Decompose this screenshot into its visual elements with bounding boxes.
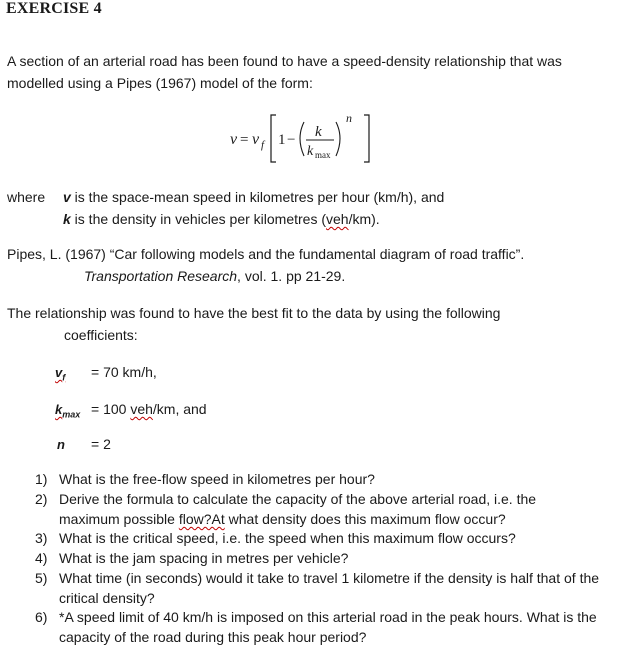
question-number: 6) [35, 609, 48, 625]
formula-denominator-sub: max [315, 150, 331, 160]
symbol-k: k [63, 211, 71, 227]
formula-equals: = [240, 132, 249, 148]
where-k-line [63, 208, 380, 230]
formula-vf-sub: f [261, 139, 265, 151]
formula-lhs: v [230, 131, 238, 148]
formula-one: 1 [278, 132, 286, 148]
formula-minus: − [287, 132, 296, 148]
where-k-text-1: is the density in vehicles per kilometres ( [70, 211, 327, 227]
where-v-line [63, 186, 444, 208]
where-v-text: is the space-mean speed in kilometres per hour (km/h), and [70, 189, 445, 205]
reference-rest: , vol. 1. pp 21-29. [237, 268, 346, 284]
question-number: 2) [35, 491, 48, 507]
formula-numerator: k [315, 124, 322, 140]
coef-kmax-symbol: $k_{max}$ [55, 402, 81, 420]
intro-line-2: modelled using a Pipes (1967) model of the form: [7, 75, 313, 91]
question-text: What is the critical speed, i.e. the speed when this maximum flow occurs? [59, 530, 516, 546]
coef-kmax-prefix: = 100 [91, 401, 131, 417]
coef-n-symbol: n [57, 437, 65, 452]
question-number: 3) [35, 530, 48, 546]
symbol-v: v [63, 189, 71, 205]
question-number: 1) [35, 471, 48, 487]
coef-vf-value [91, 361, 157, 383]
question-text: What is the free-flow speed in kilometres per hour? [59, 471, 375, 487]
reference-line-1: Pipes, L. (1967) “Car following models and the fundamental diagram of road traffic”. [7, 246, 525, 262]
intro-line-1: A section of an arterial road has been found to have a speed-density relationship that was [7, 53, 562, 69]
question-text: *A speed limit of 40 km/h is imposed on this arterial road in the peak hours. What is the capacity of the road during this peak hour period? [59, 609, 597, 645]
where-label: where [7, 189, 46, 205]
question-text: What time (in seconds) would it take to travel 1 kilometre if the density is half that of the critical density? [59, 570, 600, 606]
coef-kmax-suffix: /km, and [152, 401, 207, 417]
reference-line-2 [84, 265, 345, 287]
formula-vf: v [252, 131, 260, 148]
coef-kmax-veh: veh [130, 401, 153, 417]
where-k-text-2: /km). [348, 211, 380, 227]
coef-kmax-value [91, 398, 207, 420]
reference-journal: Transportation Research [84, 268, 238, 284]
where-k-veh: veh [326, 211, 349, 227]
formula-denominator: k [307, 144, 314, 159]
coef-n-value [91, 433, 111, 455]
fit-line-1: The relationship was found to have the best fit to the data by using the following [7, 305, 501, 321]
coef-n-text: = 2 [91, 436, 111, 452]
question-text: What is the jam spacing in metres per vehicle? [59, 550, 349, 566]
coef-vf-text: = 70 km/h, [91, 364, 157, 380]
exercise-title: EXERCISE 4 [6, 0, 102, 17]
question-text: Derive the formula to calculate the capacity of the above arterial road, i.e. the maximum possible flow?At what density does this maximum flow occur? [59, 491, 537, 527]
formula-exponent: n [346, 111, 352, 125]
coef-vf-symbol: $v_f$ [55, 365, 66, 383]
pipes-model-formula [230, 110, 410, 166]
fit-line-2: coefficients: [64, 327, 138, 343]
question-number: 4) [35, 550, 48, 566]
question-number: 5) [35, 570, 48, 586]
